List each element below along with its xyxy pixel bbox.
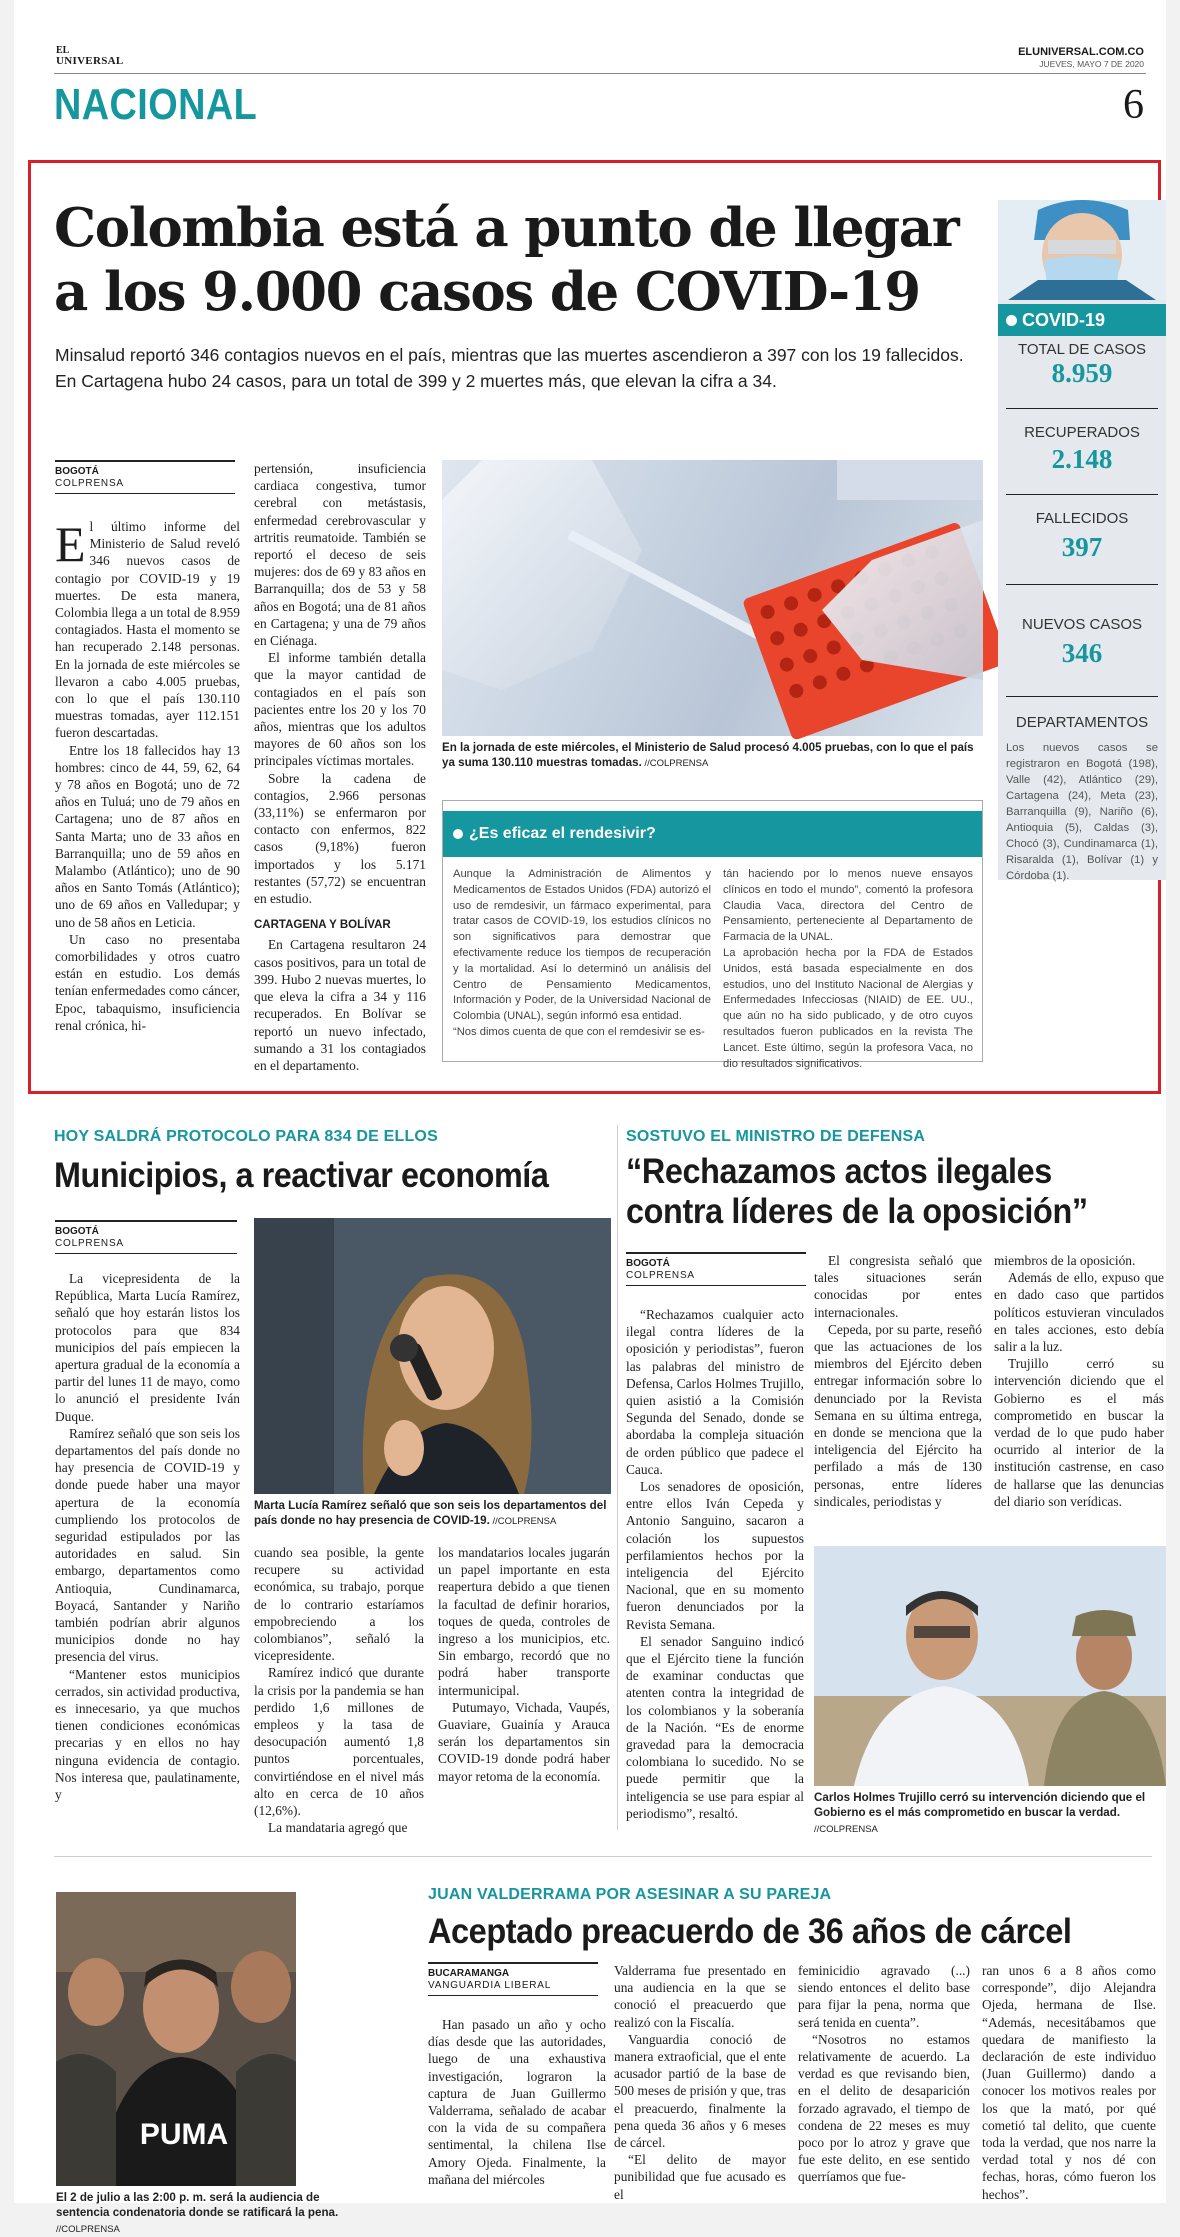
story3-headline-line-2: contra líderes de la oposición” [626, 1192, 1088, 1231]
paragraph: Además de ello, expuso que en dado caso que partidos políticos estuvieran vinculados en tales acciones, esto debía salir a la luz. [994, 1270, 1164, 1355]
story2-column-2 [254, 1544, 424, 1834]
story4-column-3 [798, 1962, 970, 2203]
photo-credit: //COLPRENSA [489, 1516, 557, 1527]
box-paragraph: “Nos dimos cuenta de que con el remdesivir se es- [453, 1025, 705, 1038]
paragraph: Ramírez señaló que son seis los departamentos del país donde no hay presencia de COVID-19 y donde puede haber una mayor apertura de la economía cumpliendo los protocolos de seguridad estipulados por las autoridades en salud. Sin embargo, departamentos como Antioquia, Cundinamarca, Boyacá, Santander y Nariño también podrían abrir algunos municipios donde no hay presencia del virus. [55, 1425, 240, 1665]
main-headline [54, 196, 994, 324]
story4-byline [428, 1962, 598, 1996]
stat-new [998, 616, 1166, 673]
stat-recovered [998, 424, 1166, 477]
ramirez-portrait-illustration [254, 1218, 611, 1494]
story4-column-2 [614, 1962, 786, 2203]
stat-label: FALLECIDOS [1035, 510, 1129, 527]
paragraph: Cepeda, por su parte, reseñó que las actuaciones de los miembros del Ejército deben entregar información sobre lo denunciado por la Revista Semana en su última entrega, en donde se menciona que la inteligencia del Ejército ha perfilado a más de 130 personas, entre líderes sindicales, periodistas y [814, 1321, 982, 1509]
story2-column-3 [438, 1544, 610, 1834]
paragraph: La mandataria agregó que [268, 1820, 408, 1836]
story3-headline[interactable] [626, 1152, 1126, 1232]
main-headline-line-1: Colombia está a punto de llegar [54, 197, 959, 259]
departments-title: DEPARTAMENTOS [1015, 714, 1149, 731]
paragraph: Los senadores de oposición, entre ellos Iván Cepeda y Antonio Sanguino, sacaron a colación los supuestos perfilamientos hechos por la inteligencia del Ejército Nacional, que en su momento fueron denunciados por la Revista Semana. [626, 1479, 804, 1632]
stat-label: NUEVOS CASOS [1021, 616, 1143, 633]
site-url[interactable]: ELUNIVERSAL.COM.CO [1018, 46, 1144, 58]
logo-top: EL [56, 45, 70, 56]
trujillo-photo-illustration [814, 1546, 1166, 1786]
story3-headline-line-1: “Rechazamos actos ilegales [626, 1152, 1052, 1191]
byline-agency: COLPRENSA [626, 1270, 695, 1281]
shirt-logo-text: PUMA [139, 2118, 229, 2151]
paragraph: pertensión, insuficiencia cardiaca congestiva, tumor cerebral con metástasis, enfermedad cerebrovascular y artritis reumatoide. También se reportó el deceso de seis mujeres: dos de 69 y 83 años en Barranquilla; dos de 53 y 58 años en Bogotá; una de 81 años en Cartagena; y una de 79 años en Ciénaga. [254, 461, 426, 649]
box-header [443, 811, 982, 857]
issue-date: JUEVES, MAYO 7 DE 2020 [1039, 59, 1144, 69]
main-column-2 [254, 460, 426, 1075]
story3-kicker: SOSTUVO EL MINISTRO DE DEFENSA [626, 1128, 926, 1145]
stat-total [998, 338, 1166, 388]
covid-sidebar [998, 200, 1166, 880]
story3-column-3 [994, 1252, 1164, 1522]
stat-value: 346 [1061, 638, 1103, 668]
stat-deaths [998, 510, 1166, 567]
stat-value: 2.148 [1051, 444, 1113, 474]
box-paragraph: Aunque la Administración de Alimentos y Medicamentos de Estados Unidos (FDA) autorizó el uso de remdesivir, un fármaco experimental, para tratar casos de COVID-19, los estudios clínicos no son significativos para demostrar que efectivamente reduce los tiempos de recuperación y la mortalidad. Así lo determinó un análisis del Centro de Pensamiento Medicamentos, Información y Poder, de la Universidad Nacional de Colombia (UNAL), según informó esa entidad. [453, 868, 711, 1023]
masthead-rule [54, 73, 1146, 74]
paragraph: cuando sea posible, la gente recupere su actividad económica, su trabajo, porque de lo contrario estaríamos empobreciendo a los colombianos”, señaló la vicepresidente. [254, 1545, 424, 1664]
divider [1006, 696, 1158, 697]
lab-test-illustration [442, 460, 983, 736]
stat-value: 397 [1061, 532, 1103, 562]
main-byline [55, 460, 235, 494]
dropcap: E [55, 516, 86, 572]
photo-credit: //COLPRENSA [56, 2224, 120, 2235]
paragraph: l último informe del Ministerio de Salud reveló 346 nuevos casos de contagio por COVID-19 y 19 muertes. De esta manera, Colombia llega a un total de 8.959 contagiados. Hasta el momento se han recuperado 2.148 personas. En la jornada de este miércoles se llevaron a cabo 4.005 pruebas, con lo que el país 130.110 muestras tomadas, ayer 112.151 fueron descartadas. [55, 519, 240, 741]
section-title: NACIONAL [54, 80, 258, 129]
paragraph: Sobre la cadena de contagios, 2.966 personas (33,11%) se enfermaron por contacto con enfermos, 822 casos (9,18%) fueron importados y los 5.171 restantes (57,72) se encuentran en estudio. [254, 770, 426, 907]
caption-text: Marta Lucía Ramírez señaló que son seis los departamentos del país donde no hay presencia de COVID-19. [254, 1499, 607, 1527]
paragraph: “Nosotros no estamos relativamente de acuerdo. La verdad es que revisando bien, en el delito de desaparición forzado agravado, el tiempo de condena de 22 meses es muy poco por lo atroz y grave que fue este delito, en ese sentido querríamos que fue- [798, 2031, 970, 2185]
story3-byline [626, 1252, 806, 1286]
paragraph: Ramírez indicó que durante la crisis por la pandemia se han perdido 1,6 millones de empleos y la tasa de desocupación aumentó 1,8 puntos porcentuales, convirtiéndose en el nivel más alto en cerca de 10 años (12,6%). [254, 1665, 424, 1819]
paragraph: En Cartagena resultaron 24 casos positivos, para un total de 399. Hubo 2 nuevas muertes, lo que eleva la cifra a 34 y 116 recuperados. En Bolívar se reportó un nuevo infectado, sumando a 31 los contagiados en el departamento. [254, 937, 426, 1073]
story4-photo [56, 1892, 296, 2186]
byline-agency: VANGUARDIA LIBERAL [428, 1980, 552, 1991]
column-divider [617, 1125, 618, 1830]
paragraph: “Rechazamos cualquier acto ilegal contra líderes de la oposición y periodistas”, fueron las palabras del ministro de Defensa, Carlos Holmes Trujillo, quien asistió a la Comisión Segunda del Senado, donde se abordaba la compleja situación de orden público que padece el Cauca. [626, 1307, 804, 1477]
covid-badge-label: COVID-19 [1022, 309, 1106, 330]
section-divider [54, 1856, 1152, 1857]
subhead: CARTAGENA Y BOLÍVAR [254, 919, 391, 932]
paragraph: “Mantener estos municipios cerrados, sin actividad productiva, es innecesario, ya que muchos tienen condiciones económicas precarias y en ellos no hay ninguna evidencia de contagio. Nos interesa que, paulatinamente, y [55, 1666, 240, 1803]
paragraph: “El delito de mayor punibilidad que fue acusado es el [614, 2152, 786, 2202]
main-column-1 [55, 518, 240, 1073]
byline-agency: COLPRENSA [55, 478, 124, 489]
caption-text: En la jornada de este miércoles, el Ministerio de Salud procesó 4.005 pruebas, con lo que el país ya suma 130.110 muestras tomadas. [442, 741, 974, 769]
paragraph: Un caso no presentaba comorbilidades y otros cuatro están en estudio. Los demás tenían enfermedades como cáncer, Epoc, tabaquismo, insuficiencia renal crónica, hi- [55, 931, 240, 1033]
paragraph: Valderrama fue presentado en una audiencia en la que se conoció el preacuerdo que realizó con la Fiscalía. [614, 1963, 786, 2030]
box-column-2 [723, 867, 973, 1072]
departments-text: Los nuevos casos se registraron en Bogotá (198), Valle (42), Atlántico (29), Cartagena (24), Meta (23), Barranquilla (9), Nariño (6), Antioquia (5), Caldas (3), Chocó (3), Cundinamarca (1), Risaralda (1), Bolívar (1) y Córdoba (1). [1006, 742, 1158, 882]
divider [1006, 408, 1158, 409]
masthead-logo[interactable] [56, 46, 136, 66]
story4-photo-caption [56, 2190, 356, 2237]
arrest-photo-illustration [56, 1892, 296, 2186]
paragraph: Trujillo cerró su intervención diciendo que el Gobierno es el más comprometido en buscar la verdad de lo que pudo haber ocurrido al interior de la institución castrense, en caso de hallarse que las denuncias del diario son verídicas. [994, 1356, 1164, 1509]
paragraph: El congresista señaló que tales situaciones serán conocidas por entes internacionales. [814, 1253, 982, 1320]
paragraph: El senador Sanguino indicó que el Ejército tiene la función de examinar conductas que atenten contra la integridad de los colombianos y la soberanía de la Nación. “Es de enorme gravedad para la democracia colombiana lo sucedido. No se puede permitir que la inteligencia se use para espiar al periodismo”, resaltó. [626, 1633, 804, 1821]
story2-photo-caption [254, 1498, 611, 1529]
story2-headline[interactable]: Municipios, a reactivar economía [54, 1156, 549, 1195]
paragraph: Han pasado un año y ocho días desde que las autoridades, luego de una exhaustiva investigación, lograron la captura de Juan Guillermo Valderrama, señalado de acabar con la vida de su compañera sentimental, la chilena Ilse Amory Ojeda. Finalmente, la mañana del miércoles [428, 2017, 606, 2187]
story2-column-1 [55, 1270, 240, 1830]
paragraph: Vanguardia conoció de manera extraoficial, que el ente acusador partió de la base de 500 meses de prisión y que, tras el preacuerdo, finalmente la pena queda 36 años y 6 meses de cárcel. [614, 2031, 786, 2151]
story2-photo [254, 1218, 611, 1494]
story4-headline[interactable]: Aceptado preacuerdo de 36 años de cárcel [428, 1912, 1072, 1951]
paragraph: feminicidio agravado (...) siendo entonces el delito base para fijar la pena, norma que será tenida en cuenta”. [798, 1963, 970, 2030]
paragraph: ran unos 6 a 8 años como corresponde”, dijo Alejandra Ojeda, hermana de Ilse. “Además, necesitábamos que quedara de manifiesto la declaración de este individuo (Juan Guillermo) dando a conocer los motivos reales por los que la mató, por qué cometió tal delito, que cuente toda la verdad, que nos narre la verdad total y nos dé con fechas, horas, cómo fueron los hechos”. [982, 1963, 1156, 2202]
stat-value: 8.959 [1051, 358, 1113, 388]
paragraph: miembros de la oposición. [994, 1253, 1136, 1268]
story3-column-1 [626, 1306, 804, 1830]
photo-credit: //COLPRENSA [641, 758, 709, 769]
divider [1006, 584, 1158, 585]
bullet-icon [1006, 315, 1017, 326]
paragraph: El informe también detalla que la mayor cantidad de contagiados en el país son pacientes entre los 20 y los 70 años, mientras que los adultos mayores de 60 años son los principales víctimas mortales. [254, 650, 426, 769]
story4-kicker: JUAN VALDERRAMA POR ASESINAR A SU PAREJA [428, 1886, 832, 1903]
story2-byline [55, 1220, 237, 1254]
page-number: 6 [1123, 82, 1144, 128]
doctor-photo [998, 200, 1166, 300]
photo-credit: //COLPRENSA [814, 1824, 878, 1835]
main-headline-line-2: a los 9.000 casos de COVID-19 [54, 261, 920, 323]
rendesivir-box [442, 800, 983, 1070]
stat-label: RECUPERADOS [1024, 424, 1140, 441]
doctor-mask-illustration [998, 200, 1166, 300]
stat-label: TOTAL DE CASOS [1017, 341, 1147, 358]
story3-photo-caption [814, 1790, 1166, 1837]
story3-photo [814, 1546, 1166, 1786]
bullet-icon [453, 829, 463, 839]
caption-text: Carlos Holmes Trujillo cerró su intervención diciendo que el Gobierno es el más comprometido en buscar la verdad. [814, 1791, 1146, 1819]
main-photo-caption [442, 740, 983, 771]
paragraph: Entre los 18 fallecidos hay 13 hombres: cinco de 44, 59, 62, 64 y 78 años en Bogotá; uno de 72 años en Tuluá; uno de 79 años en Cartagena; uno de 87 años en Santa Marta; uno de 33 años en Barranquilla; uno de 59 años en Malambo (Atlántico); uno de 90 años en Santo Tomás (Atlántico); uno de 69 años en Valledupar; y uno de 58 años en Leticia. [55, 742, 240, 930]
main-photo [442, 460, 983, 736]
box-title: ¿Es eficaz el rendesivir? [469, 825, 656, 842]
story3-column-2 [814, 1252, 982, 1522]
caption-text: El 2 de julio a las 2:00 p. m. será la audiencia de sentencia condenatoria donde se ratificará la pena. [56, 2191, 339, 2219]
story4-column-4 [982, 1962, 1156, 2203]
box-paragraph: La aprobación hecha por la FDA de Estados Unidos, está basada especialmente en dos estudios, uno del Instituto Nacional de Alergias y Enfermedades Infecciosas (NIAID) de EE. UU., que aún no ha sido publicado, y de otro cuyos resultados fueron publicados en la revista The Lancet. Este último, según la profesora Vaca, no dio resultados significativos. [723, 946, 973, 1070]
divider [1006, 494, 1158, 495]
paragraph: los mandatarios locales jugarán un papel importante en esta reapertura debido a que tienen la facultad de definir horarios, toques de queda, controles de ingreso a los municipios, etc. Sin embargo, recordó que no podrá haber transporte intermunicipal. [438, 1545, 610, 1698]
story2-kicker: HOY SALDRÁ PROTOCOLO PARA 834 DE ELLOS [54, 1128, 438, 1145]
byline-city: BOGOTÁ [55, 466, 99, 477]
paragraph: La vicepresidenta de la República, Marta Lucía Ramírez, señaló que hoy estarán listos los protocolos para que 834 municipios del país empiecen la apertura gradual de la economía a partir del lunes 11 de mayo, como lo anunció el presidente Iván Duque. [55, 1271, 240, 1424]
newspaper-page [14, 0, 1166, 2235]
story4-column-1 [428, 2016, 606, 2203]
byline-agency: COLPRENSA [55, 1238, 124, 1249]
main-deck: Minsalud reportó 346 contagios nuevos en el país, mientras que las muertes ascendieron a 397 con los 19 fallecidos. En Cartagena hubo 24 casos, para un total de 399 y 2 muertes más, que elevan la cifra a 34. [55, 345, 964, 391]
byline-city: BOGOTÁ [626, 1258, 670, 1269]
paragraph: Putumayo, Vichada, Vaupés, Guaviare, Guainía y Arauca serán los departamentos sin COVID-19 donde podrá haber mayor retoma de la economía. [438, 1699, 610, 1784]
box-column-1 [453, 867, 711, 1041]
byline-city: BUCARAMANGA [428, 1968, 510, 1979]
box-paragraph: tán haciendo por lo menos nueve ensayos clínicos en todo el mundo”, comentó la profesora Claudia Vaca, directora del Centro de Pensamiento, perteneciente al Departamento de Farmacia de la UNAL. [723, 868, 973, 944]
covid-badge [998, 304, 1166, 336]
logo-bottom: UNIVERSAL [56, 55, 124, 67]
byline-city: BOGOTÁ [55, 1226, 99, 1237]
